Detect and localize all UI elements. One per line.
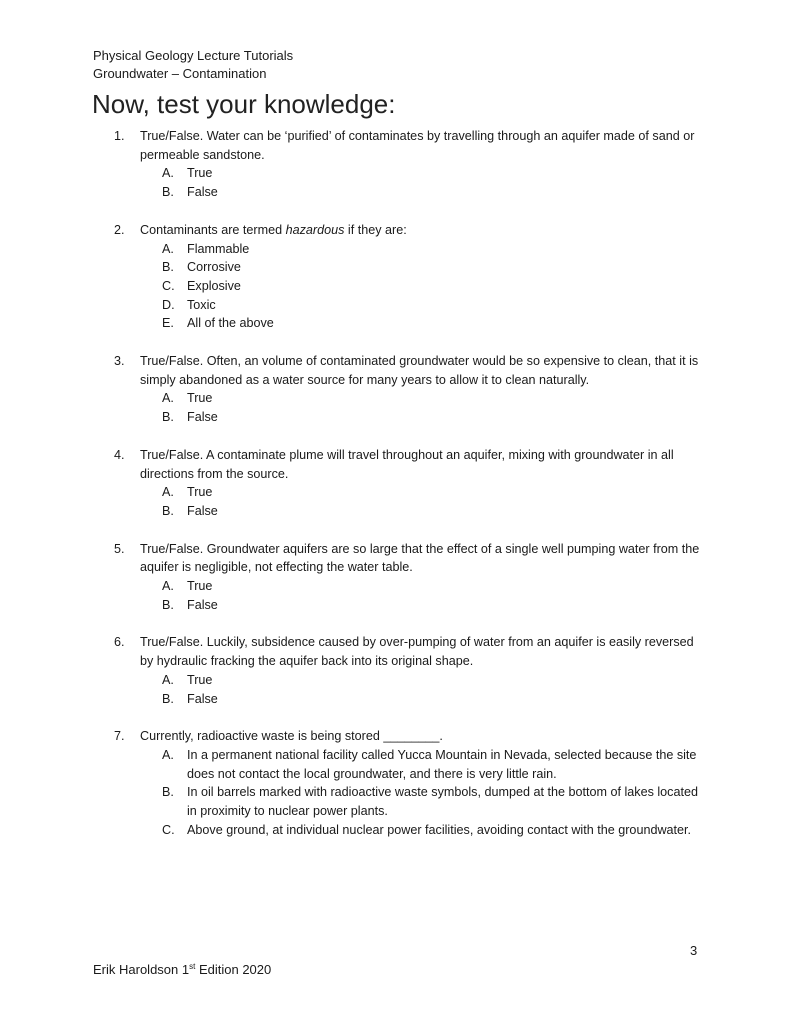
option-text: True: [187, 166, 213, 181]
option-letter: B.: [162, 785, 174, 800]
option-text: False: [187, 410, 218, 425]
options-list: [140, 746, 704, 840]
option-text: False: [187, 691, 218, 706]
emphasized-term: hazardous: [285, 222, 345, 237]
question-text: True/False. Water can be ‘purified’ of contaminates by travelling through an aquifer made of sand or permeable sandstone.: [140, 129, 695, 162]
option-text: False: [187, 185, 218, 200]
options-list: [140, 483, 704, 520]
question-text: [140, 221, 704, 240]
question-number: 2.: [114, 222, 125, 237]
page-number: 3: [690, 943, 698, 958]
question-2: [114, 221, 704, 333]
question-list: [114, 127, 704, 859]
option: [162, 314, 704, 333]
option-text: True: [187, 672, 213, 687]
option-text: True: [187, 391, 213, 406]
option: [162, 240, 704, 259]
option: [162, 671, 704, 690]
option-text: False: [187, 597, 218, 612]
section-title: Groundwater – Contamination: [93, 66, 267, 81]
question-text: True/False. A contaminate plume will travel throughout an aquifer, mixing with groundwater in all directions from the source.: [140, 447, 674, 481]
question-text: True/False. Groundwater aquifers are so large that the effect of a single well pumping water from the aquifer is negligible, not effecting the water table.: [140, 541, 700, 575]
option-letter: B.: [162, 503, 174, 518]
question-text-part: if they are:: [344, 222, 407, 237]
page-footer: [93, 962, 271, 977]
option-letter: A.: [162, 391, 174, 406]
question-number: 1.: [114, 129, 125, 143]
option-letter: B.: [162, 260, 174, 275]
question-text: True/False. Often, an volume of contaminated groundwater would be so expensive to clean, that it is simply abandoned as a water source for many years to allow it to clean naturally.: [140, 354, 699, 387]
option: [162, 277, 704, 296]
option: [162, 296, 704, 315]
option: [162, 746, 704, 783]
page-title: Now, test your knowledge:: [92, 89, 396, 119]
option-letter: B.: [162, 410, 174, 425]
footer-author: Erik Haroldson 1: [93, 962, 190, 977]
option-text: All of the above: [187, 316, 274, 331]
option: [162, 408, 704, 427]
options-list: [140, 671, 704, 708]
footer-ordinal: st: [189, 962, 196, 971]
options-list: [140, 164, 704, 201]
option-text: Above ground, at individual nuclear power facilities, avoiding contact with the groundwater.: [187, 822, 692, 837]
question-text-part: Contaminants are termed: [140, 222, 286, 237]
option: [162, 690, 704, 709]
option-text: In a permanent national facility called Yucca Mountain in Nevada, selected because the site does not contact the local groundwater, and there is very little rain.: [187, 747, 697, 781]
question-1: [114, 127, 704, 202]
question-number: 6.: [114, 635, 125, 650]
option-letter: E.: [162, 316, 174, 331]
option-letter: C.: [162, 278, 175, 293]
course-title: Physical Geology Lecture Tutorials: [93, 48, 294, 63]
option-letter: A.: [162, 672, 174, 687]
option-text: Flammable: [187, 241, 250, 256]
question-number: 4.: [114, 447, 125, 462]
option: [162, 783, 704, 820]
option: [162, 258, 704, 277]
option-letter: A.: [162, 241, 174, 256]
option-letter: C.: [162, 822, 175, 837]
option-text: Corrosive: [187, 260, 241, 275]
question-5: [114, 540, 704, 615]
option-letter: A.: [162, 485, 174, 500]
question-text: True/False. Luckily, subsidence caused by over-pumping of water from an aquifer is easily reversed by hydraulic fracking the aquifer back into its original shape.: [140, 635, 694, 669]
option-letter: A.: [162, 747, 174, 762]
question-6: [114, 633, 704, 708]
option-letter: B.: [162, 691, 174, 706]
question-4: [114, 446, 704, 521]
question-number: 5.: [114, 541, 125, 556]
option: [162, 502, 704, 521]
option-letter: A.: [162, 166, 174, 181]
option: [162, 596, 704, 615]
option-text: Explosive: [187, 278, 241, 293]
option-text: In oil barrels marked with radioactive waste symbols, dumped at the bottom of lakes located in proximity to nuclear power plants.: [187, 785, 698, 819]
question-number: 3.: [114, 354, 125, 369]
option-letter: A.: [162, 579, 174, 594]
question-number: 7.: [114, 729, 125, 744]
question-7: [114, 727, 704, 839]
options-list: [140, 240, 704, 334]
option: [162, 389, 704, 408]
option: [162, 164, 704, 183]
option-text: True: [187, 485, 213, 500]
option: [162, 577, 704, 596]
option: [162, 821, 704, 840]
question-text: Currently, radioactive waste is being stored ________.: [140, 729, 443, 744]
options-list: [140, 577, 704, 614]
option: [162, 483, 704, 502]
question-3: [114, 352, 704, 427]
option-text: False: [187, 503, 218, 518]
option-letter: B.: [162, 597, 174, 612]
option-text: True: [187, 579, 213, 594]
option: [162, 183, 704, 202]
option-letter: B.: [162, 185, 174, 200]
page-header: [93, 47, 293, 83]
option-text: Toxic: [187, 297, 216, 312]
option-letter: D.: [162, 297, 175, 312]
options-list: [140, 389, 704, 426]
footer-edition: Edition 2020: [195, 962, 272, 977]
